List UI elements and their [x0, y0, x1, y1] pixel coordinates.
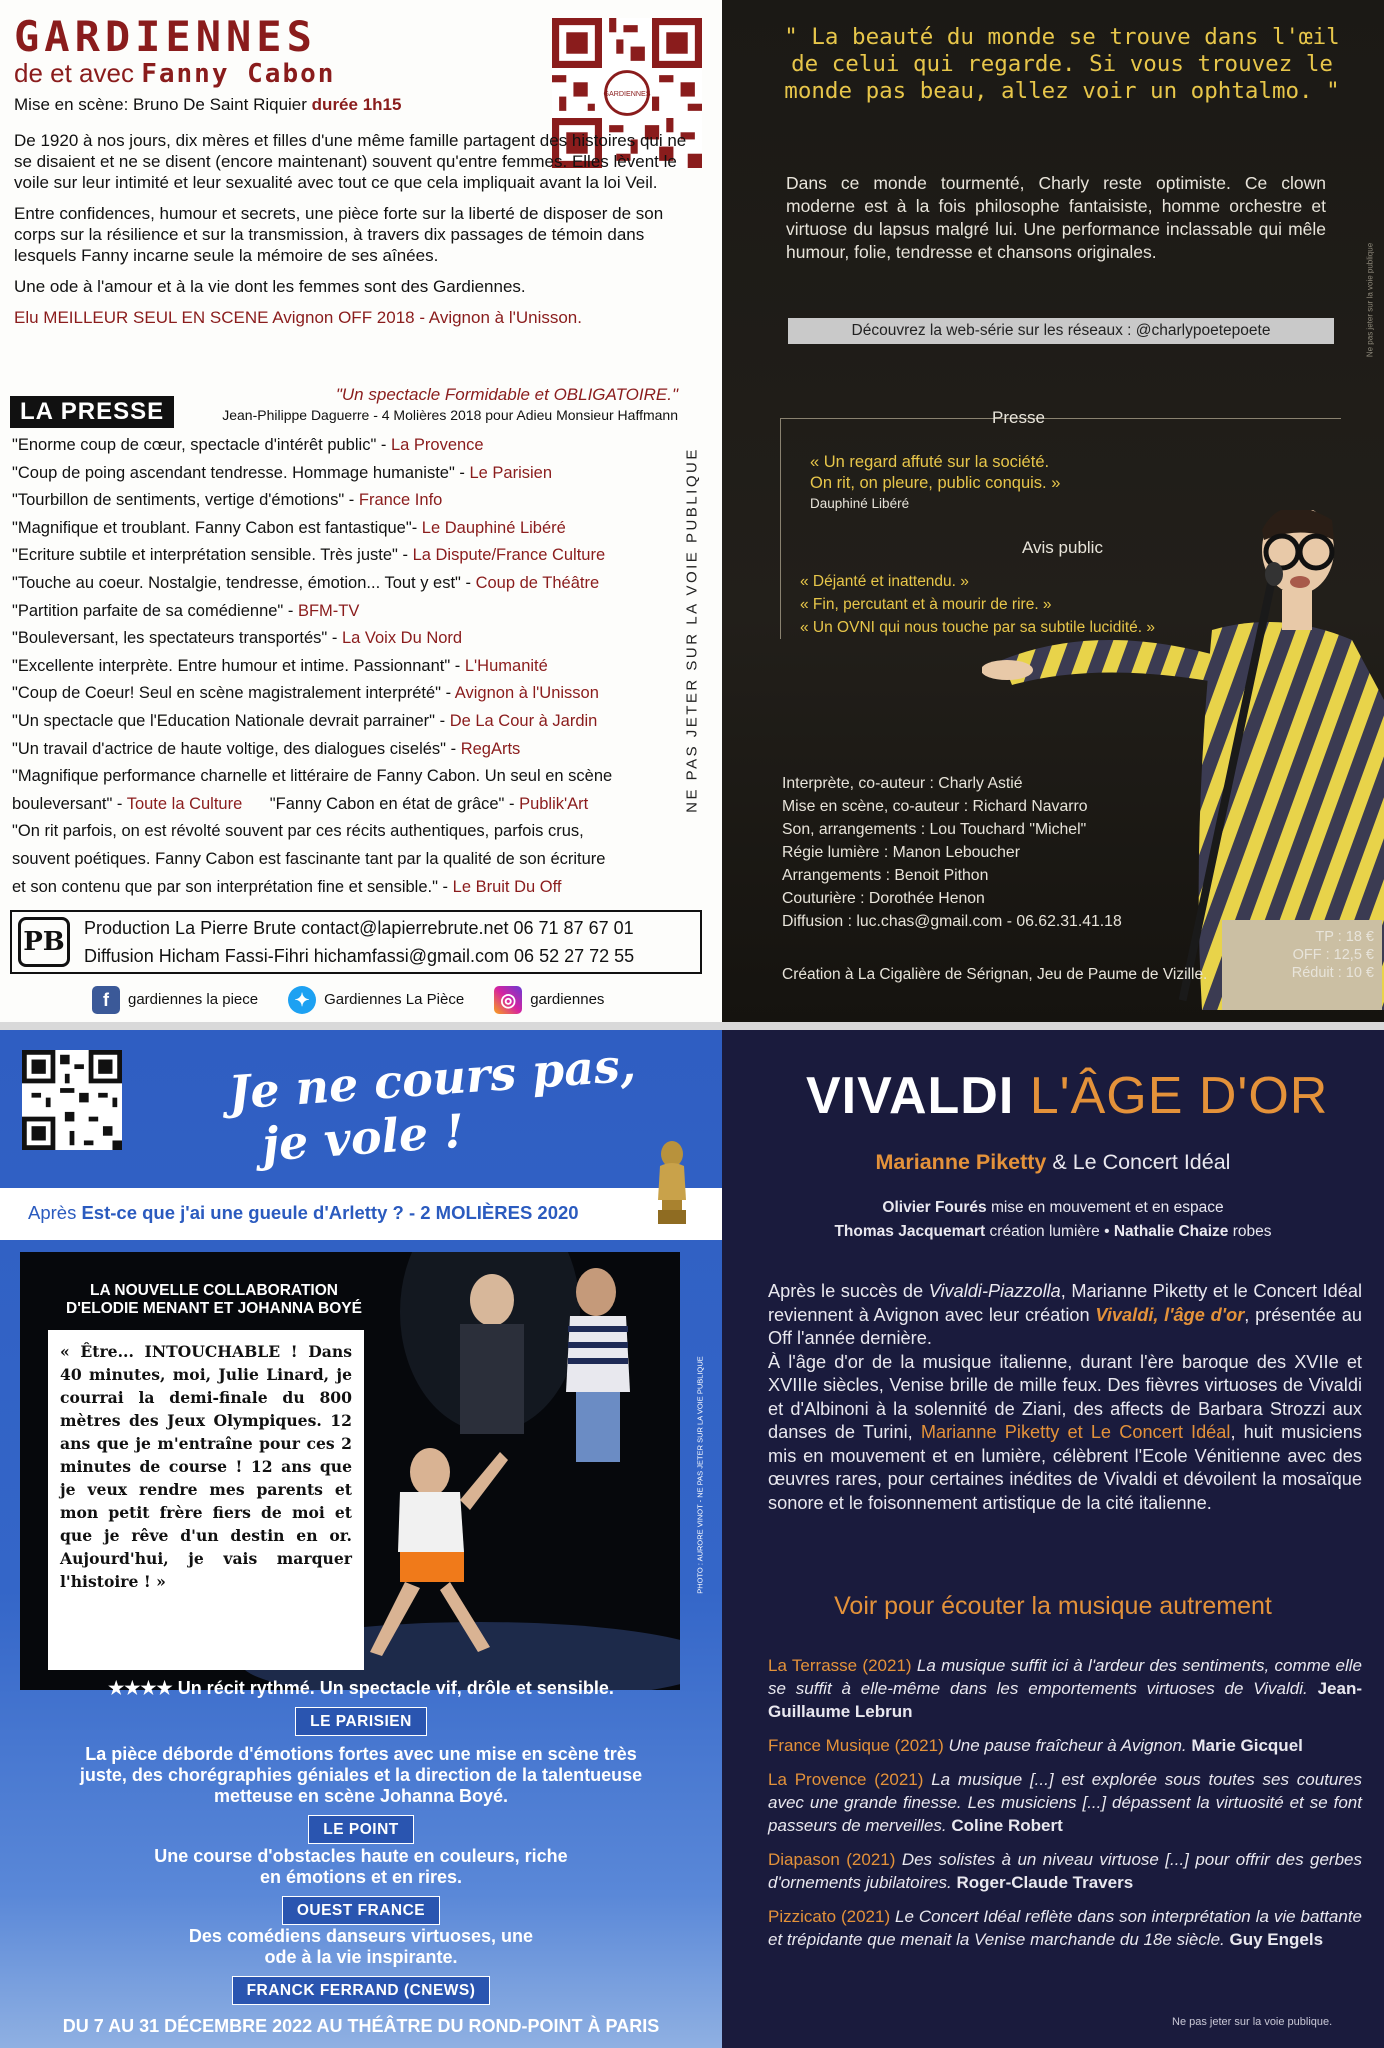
desc-text: Après le succès de: [768, 1281, 929, 1301]
review-item: [768, 1905, 1362, 1951]
desc-text: , présentée au Off l'année dernière.: [768, 1304, 1362, 1348]
title-age-dor: L'ÂGE D'OR: [1029, 1067, 1329, 1125]
review-text: La musique suffit ici à l'ardeur des sentiments, comme elle se suffit à elle-même dans les emportements virtuoses de Vivaldi.: [768, 1656, 1362, 1698]
synopsis-paragraph: Une ode à l'amour et à la vie dont les femmes sont des Gardiennes.: [14, 277, 526, 296]
avis-public-title: Avis public: [1022, 538, 1103, 557]
press-quote-row: [12, 432, 692, 460]
review-source: La Terrasse (2021): [768, 1656, 912, 1675]
press-quote-text: et son contenu que par son interprétation fine et sensible." -: [12, 877, 453, 896]
author-name: Fanny Cabon: [141, 59, 336, 89]
review-source: La Provence (2021): [768, 1770, 924, 1789]
avis-item: « Un OVNI qui nous touche par sa subtile lucidité. »: [800, 619, 1155, 636]
press-quote-row: [12, 874, 692, 902]
review-source: LE POINT: [308, 1815, 413, 1844]
review-source: France Musique (2021): [768, 1736, 944, 1755]
team-credits: [722, 1196, 1384, 1244]
instagram-icon: ◎: [494, 986, 522, 1014]
featured-quote-text: "Un spectacle Formidable et OBLIGATOIRE.": [335, 385, 678, 404]
team-name: Olivier Fourés: [882, 1199, 987, 1216]
featured-quote-author: Jean-Philippe Daguerre - 4 Molières 2018 pour Adieu Monsieur Haffmann: [222, 407, 678, 423]
gardiennes-flyer: [0, 0, 722, 1022]
vivaldi-flyer: [722, 1030, 1384, 2048]
side-notice: Ne pas jeter sur la voie publique: [1365, 242, 1375, 358]
presse-source: Dauphiné Libéré: [810, 496, 910, 511]
press-reviews: [768, 1654, 1362, 1962]
price-list: [1282, 928, 1374, 982]
duration: durée 1h15: [311, 95, 402, 114]
avis-public-list: [800, 570, 1155, 639]
review-item: [768, 1734, 1362, 1757]
diffusion-line: Diffusion Hicham Fassi-Fihri hichamfassi@gmail.com 06 52 27 72 55: [84, 946, 635, 966]
press-quote-text: "Coup de poing ascendant tendresse. Hommage humaniste" -: [12, 463, 470, 482]
tagline: Voir pour écouter la musique autrement: [834, 1592, 1272, 1620]
presse-title: Presse: [992, 408, 1045, 427]
credits-list: [782, 772, 1122, 933]
review-author: Roger-Claude Travers: [956, 1873, 1134, 1892]
press-source: Avignon à l'Unisson: [454, 684, 599, 703]
press-source: Coup de Théâtre: [475, 573, 600, 592]
twitter-link[interactable]: [288, 986, 464, 1014]
mise-en-scene: [14, 94, 401, 116]
press-source: Le Dauphiné Libéré: [421, 518, 566, 537]
credit-line: Régie lumière : Manon Leboucher: [782, 844, 1020, 861]
press-source: Publik'Art: [519, 794, 589, 813]
artist-name: Marianne Piketty: [875, 1150, 1047, 1174]
band-title: Est-ce que j'ai une gueule d'Arletty ? - 2 MOLIÈRES 2020: [81, 1202, 579, 1223]
press-quote-text: "Excellente interprète. Entre humour et intime. Passionnant" -: [12, 656, 465, 675]
press-quote-text: "Touche au coeur. Nostalgie, tendresse, émotion... Tout y est" -: [12, 573, 476, 592]
review-block: [0, 1744, 722, 1844]
slogan-line: Je ne cours pas,: [226, 1037, 638, 1120]
moliere-statuette-icon: [652, 1140, 692, 1230]
team-role: création lumière •: [989, 1223, 1110, 1240]
review-author: Coline Robert: [951, 1816, 1063, 1835]
press-source: La Dispute/France Culture: [412, 546, 606, 565]
headline-quote: " La beauté du monde se trouve dans l'œil de celui qui regarde. Si vous trouvez le monde pas beau, allez voir un ophtalmo. ": [784, 24, 1340, 104]
featured-quote: [200, 384, 678, 424]
review-block: [0, 1678, 722, 1736]
title-vivaldi: VIVALDI: [806, 1067, 1015, 1125]
credit-line: Diffusion : luc.chas@gmail.com - 06.62.31.41.18: [782, 913, 1122, 930]
review-text: Une course d'obstacles haute en couleurs, riche en émotions et en rires.: [154, 1846, 568, 1887]
web-serie-banner[interactable]: Découvrez la web-série sur les réseaux : @charlypoetepoete: [788, 318, 1334, 344]
avis-item: « Déjanté et inattendu. »: [800, 573, 969, 590]
twitter-label: Gardiennes La Pièce: [324, 990, 465, 1008]
facebook-label: gardiennes la piece: [128, 990, 259, 1008]
previous-show-text: [28, 1202, 579, 1224]
concert-title: [806, 1066, 1328, 1126]
press-source: France Info: [358, 491, 443, 510]
desc-text: , Marianne Piketty et le Concert Idéal reviennent à Avignon avec leur création: [768, 1281, 1362, 1325]
press-quote-row: [12, 515, 692, 543]
credit-line: Couturière : Dorothée Henon: [782, 890, 985, 907]
credit-line: Arrangements : Benoit Pithon: [782, 867, 989, 884]
concert-description: [768, 1280, 1362, 1515]
press-quote-row: [12, 570, 692, 598]
credit-line: Mise en scène, co-auteur : Richard Navarro: [782, 798, 1088, 815]
review-source: FRANCK FERRAND (CNEWS): [232, 1976, 491, 2005]
press-source: Le Parisien: [469, 463, 553, 482]
review-author: Jean-Guillaume Lebrun: [768, 1679, 1362, 1721]
press-quote-text: "Ecriture subtile et interprétation sensible. Très juste" -: [12, 546, 413, 565]
synopsis: [14, 130, 706, 338]
price-item: Réduit : 10 €: [1291, 965, 1374, 981]
qr-code-icon[interactable]: [22, 1050, 122, 1150]
production-contacts: [10, 910, 702, 974]
press-quote-row: [12, 736, 692, 764]
press-quote-text: "On rit parfois, on est révolté souvent par ces récits authentiques, parfois crus,: [12, 822, 584, 841]
desc-italic: Vivaldi-Piazzolla: [928, 1281, 1061, 1301]
press-source: L'Humanité: [464, 656, 548, 675]
press-source: Toute la Culture: [126, 794, 243, 813]
previous-show-band: [0, 1188, 722, 1240]
desc-text: , huit musiciens mis en mouvement et en lumière, célèbrent l'Ecole Vénitienne avec des œuvres rares, pour certaines inédites de Vivaldi et dévoilent la mosaïque sonore et le foisonnement artistique de la cité italienne.: [768, 1422, 1362, 1513]
press-quote-row: [12, 846, 692, 874]
desc-highlight: Marianne Piketty et Le Concert Idéal: [920, 1422, 1231, 1442]
desc-text: À l'âge d'or de la musique italienne, durant l'ère baroque des XVIIe et XVIIIe siècles, Venise brille de mille feux. Des fièvres virtuoses de Vivaldi et d'Albinoni à la solennité de Ziani, des affects de Barbara Strozzi aux danses de Turini,: [768, 1351, 1362, 1442]
review-block: [0, 1926, 722, 2005]
press-quote-row: [12, 791, 692, 819]
synopsis-paragraph: Entre confidences, humour et secrets, une pièce forte sur la liberté de disposer de son corps sur la résilience et sur la transmission, à travers dix passages de témoin dans lesquels Fanny incarne seule la mémoire de ses aînées.: [14, 204, 664, 265]
price-item: TP : 18 €: [1315, 929, 1374, 945]
review-source: Pizzicato (2021): [768, 1907, 891, 1926]
team-name: Nathalie Chaize: [1113, 1223, 1229, 1240]
la-pierre-brute-logo: PB: [18, 917, 70, 967]
review-item: [768, 1654, 1362, 1723]
team-role: mise en mouvement et en espace: [990, 1199, 1224, 1216]
price-item: OFF : 12,5 €: [1292, 947, 1374, 963]
photo-credit: PHOTO : AURORE VINOT - NE PAS JETER SUR LA VOIE PUBLIQUE: [695, 1356, 705, 1594]
review-text: La pièce déborde d'émotions fortes avec une mise en scène très juste, des chorégraphies géniales et la direction de la talentueuse metteuse en scène Johanna Boyé.: [79, 1744, 643, 1806]
press-quote-text: "Bouleversant, les spectateurs transportés" -: [12, 629, 342, 648]
press-quote-row: [12, 818, 692, 846]
show-title: GARDIENNES: [14, 12, 317, 61]
twitter-icon: ✦: [288, 986, 316, 1014]
synopsis-paragraph: De 1920 à nos jours, dix mères et filles d'une même famille partagent des histoires qui ne se disaient et ne se disent (encore maintenant) souvent qu'entre femmes. Elles lèvent le voile sur leur intimité et leur sexualité avec tout ce que cela impliquait avant la loi Veil.: [14, 131, 687, 192]
instagram-link[interactable]: [494, 986, 604, 1014]
band-prefix: Après: [28, 1202, 77, 1223]
credit-line: Interprète, co-auteur : Charly Astié: [782, 775, 1023, 792]
credit-line: Son, arrangements : Lou Touchard "Michel": [782, 821, 1087, 838]
press-quote-text: "Tourbillon de sentiments, vertige d'émotions" -: [12, 491, 359, 510]
press-quote-row: [12, 625, 692, 653]
press-quote-text: "Magnifique et troublant. Fanny Cabon est fantastique"-: [12, 518, 422, 537]
review-source: OUEST FRANCE: [282, 1896, 440, 1925]
slogan: [217, 1038, 641, 1175]
review-item: [768, 1768, 1362, 1837]
presse-quote: [810, 452, 1060, 494]
review-block: [0, 1846, 722, 1925]
slogan-line: je vole !: [260, 1103, 466, 1172]
press-quote-row: [12, 542, 692, 570]
press-quote-text: "Un spectacle que l'Education Nationale devrait parrainer" -: [12, 711, 450, 730]
instagram-label: gardiennes: [530, 990, 605, 1008]
press-source: RegArts: [460, 739, 521, 758]
review-text: ★★★★ Un récit rythmé. Un spectacle vif, drôle et sensible.: [108, 1678, 614, 1698]
press-quote-row: [12, 487, 692, 515]
social-links: [92, 986, 604, 1014]
vertical-notice: NE PAS JETER SUR LA VOIE PUBLIQUE: [683, 447, 701, 813]
presse-quote-line: « Un regard affuté sur la société.: [810, 453, 1050, 471]
press-quote-row: [12, 763, 692, 791]
director: Mise en scène: Bruno De Saint Riquier: [14, 95, 307, 114]
press-quote-text: "Coup de Coeur! Seul en scène magistralement interprété" -: [12, 684, 455, 703]
review-text: La musique [...] est explorée sous toutes ses coutures avec une grande finesse. Les musiciens [...] dépassent la virtuosité et se font passeurs de merveilles.: [768, 1770, 1362, 1835]
press-quote-text: "Enorme coup de cœur, spectacle d'intérêt public" -: [12, 436, 391, 454]
review-text: Des comédiens danseurs virtuoses, une ode à la vie inspirante.: [188, 1926, 534, 1967]
subtitle-prefix: de et avec: [14, 58, 134, 88]
review-text: Des solistes à un niveau virtuose [...] pour offrir des gerbes d'ornements jubilatoires.: [768, 1850, 1362, 1892]
show-dates: DU 7 AU 31 DÉCEMBRE 2022 AU THÉÂTRE DU ROND-POINT À PARIS: [62, 2016, 660, 2036]
character-quote: « Être... INTOUCHABLE ! Dans 40 minutes, moi, Julie Linard, je courrai la demi-finale du 800 mètres des Jeux Olympiques. 12 ans que je m'entraîne pour ces 2 minutes de course ! 12 ans que je veux rendre mes parents et mon petit frère fiers de moi et que je rêve d'un destin en or. Aujourd'hui, je vais marquer l'histoire ! »: [48, 1330, 364, 1670]
review-text: Une pause fraîcheur à Avignon.: [943, 1736, 1187, 1755]
press-source: Le Bruit Du Off: [452, 877, 562, 896]
review-source: LE PARISIEN: [295, 1707, 427, 1736]
review-author: Marie Gicquel: [1191, 1736, 1303, 1755]
charly-flyer: [722, 0, 1384, 1022]
press-quote-text: "Magnifique performance charnelle et littéraire de Fanny Cabon. Un seul en scène: [12, 767, 613, 786]
facebook-icon: f: [92, 986, 120, 1014]
press-source: BFM-TV: [297, 601, 360, 620]
review-item: [768, 1848, 1362, 1894]
press-quote-text: "Fanny Cabon en état de grâce" -: [242, 794, 520, 813]
team-name: Thomas Jacquemart: [834, 1223, 986, 1240]
review-text: Le Concert Idéal reflète dans son interprétation la vie battante et trépidante que menait la Venise marchande du 18e siècle.: [768, 1907, 1362, 1949]
production-line: Production La Pierre Brute contact@lapierrebrute.net 06 71 87 67 01: [84, 918, 634, 938]
press-quote-row: [12, 598, 692, 626]
press-quote-text: "Partition parfaite de sa comédienne" -: [12, 601, 298, 620]
presse-heading: LA PRESSE: [10, 396, 174, 428]
collaboration-heading: LA NOUVELLE COLLABORATION D'ELODIE MENANT ET JOHANNA BOYÉ: [66, 1282, 362, 1317]
press-quote-row: [12, 680, 692, 708]
press-quote-row: [12, 708, 692, 736]
award-line: Elu MEILLEUR SEUL EN SCENE Avignon OFF 2018 - Avignon à l'Unisson.: [14, 308, 582, 327]
avis-item: « Fin, percutant et à mourir de rire. »: [800, 596, 1052, 613]
press-quote-text: souvent poétiques. Fanny Cabon est fascinante tant par la qualité de son écriture: [12, 849, 606, 868]
footer-notice: Ne pas jeter sur la voie publique.: [1172, 2016, 1333, 2028]
creation-line: Création à La Cigalière de Sérignan, Jeu de Paume de Vizille.: [782, 966, 1208, 983]
press-quotes-list: [12, 432, 692, 901]
press-source: La Voix Du Nord: [341, 629, 463, 648]
qr-logo: GARDIENNES: [603, 89, 651, 98]
desc-highlight: Vivaldi, l'âge d'or: [1095, 1304, 1245, 1325]
press-quote-text: "Un travail d'actrice de haute voltige, des dialogues ciselés" -: [12, 739, 461, 758]
team-role: robes: [1232, 1223, 1272, 1240]
artist-line: [722, 1150, 1384, 1175]
presse-quote-line: On rit, on pleure, public conquis. »: [810, 474, 1061, 492]
review-author: Guy Engels: [1229, 1930, 1324, 1949]
press-source: La Provence: [390, 436, 484, 454]
press-quote-text: bouleversant" -: [12, 794, 127, 813]
facebook-link[interactable]: [92, 986, 258, 1014]
show-description: Dans ce monde tourmenté, Charly reste optimiste. Ce clown moderne est à la fois philosophe fantaisiste, homme orchestre et virtuose du lapsus malgré lui. Une performance inclassable qui mêle humour, folie, tendresse et chansons originales.: [786, 173, 1326, 262]
ensemble-name: & Le Concert Idéal: [1052, 1150, 1231, 1174]
review-source: Diapason (2021): [768, 1850, 896, 1869]
press-source: De La Cour à Jardin: [449, 711, 598, 730]
je-ne-cours-pas-flyer: [0, 1030, 722, 2048]
show-subtitle: [14, 58, 335, 89]
press-quote-row: [12, 460, 692, 488]
press-quote-row: [12, 653, 692, 681]
